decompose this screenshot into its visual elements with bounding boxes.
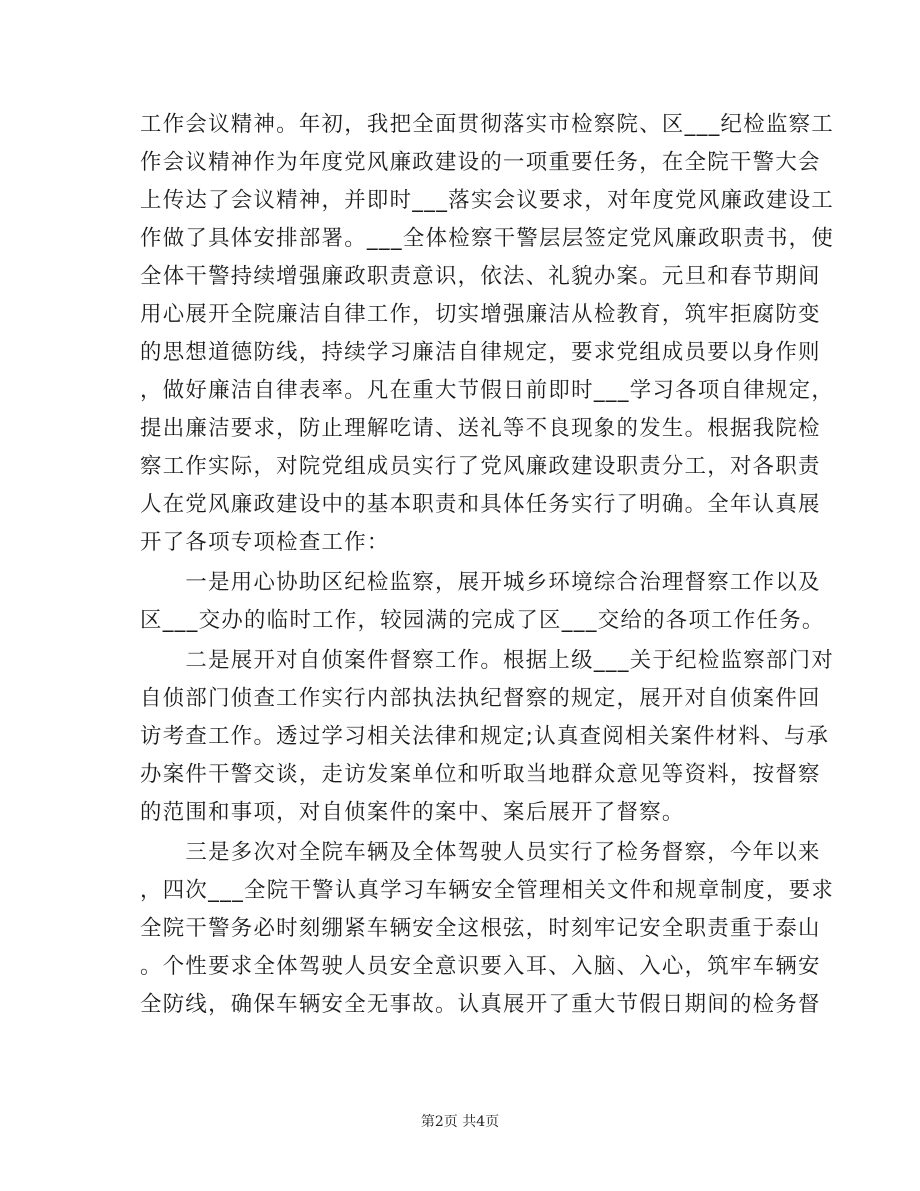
- text-line: 。个性要求全体驾驶人员安全意识要入耳、入脑、入心，筑牢车辆安: [140, 954, 821, 979]
- paragraph-start-line: 二是展开对自侦案件督察工作。根据上级___关于纪检监察部门对: [140, 648, 835, 673]
- document-body: [140, 106, 835, 1024]
- text-line: ，做好廉洁自律表率。凡在重大节假日前即时___学习各项自律规定，: [140, 378, 835, 403]
- text-line: 提出廉洁要求，防止理解吃请、送礼等不良现象的发生。根据我院检: [140, 416, 821, 441]
- text-line: 全院干警务必时刻绷紧车辆安全这根弦，时刻牢记安全职责重于泰山: [140, 916, 821, 941]
- text-line: 用心展开全院廉洁自律工作，切实增强廉洁从检教育，筑牢拒腐防变: [140, 302, 821, 327]
- text-line: 察工作实际，对院党组成员实行了党风廉政建设职责分工，对各职责: [140, 454, 821, 479]
- text-line: 作会议精神作为年度党风廉政建设的一项重要任务，在全院干警大会: [140, 150, 821, 175]
- text-line: 区___交办的临时工作，较园满的完成了区___交给的各项工作任务。: [140, 608, 825, 633]
- text-line: 作做了具体安排部署。___全体检察干警层层签定党风廉政职责书，使: [140, 226, 835, 251]
- paragraph-start-line: 三是多次对全院车辆及全体驾驶人员实行了检务督察，今年以来: [140, 840, 821, 865]
- text-line: 访考查工作。透过学习相关法律和规定;认真查阅相关案件材料、与承: [140, 724, 830, 749]
- text-line: 办案件干警交谈，走访发案单位和听取当地群众意见等资料，按督察: [140, 762, 821, 787]
- text-line: 工作会议精神。年初，我把全面贯彻落实市检察院、区___纪检监察工: [140, 112, 835, 137]
- text-line: 全防线，确保车辆安全无事故。认真展开了重大节假日期间的检务督: [140, 992, 821, 1017]
- text-line: 全体干警持续增强廉政职责意识，依法、礼貌办案。元旦和春节期间: [140, 264, 821, 289]
- text-line: ，四次___全院干警认真学习车辆安全管理相关文件和规章制度，要求: [140, 878, 835, 903]
- page-number-footer: 第2页 共4页: [420, 1114, 500, 1130]
- text-line: 上传达了会议精神，并即时___落实会议要求，对年度党风廉政建设工: [140, 188, 835, 213]
- text-line: 的思想道德防线，持续学习廉洁自律规定，要求党组成员要以身作则: [140, 340, 821, 365]
- text-line: 自侦部门侦查工作实行内部执法执纪督察的规定，展开对自侦案件回: [140, 686, 821, 711]
- paragraph-start-line: 一是用心协助区纪检监察，展开城乡环境综合治理督察工作以及: [140, 570, 821, 595]
- text-line: 的范围和事项，对自侦案件的案中、案后展开了督察。: [140, 800, 685, 825]
- text-line: 开了各项专项检查工作：: [140, 530, 390, 555]
- text-line: 人在党风廉政建设中的基本职责和具体任务实行了明确。全年认真展: [140, 492, 821, 517]
